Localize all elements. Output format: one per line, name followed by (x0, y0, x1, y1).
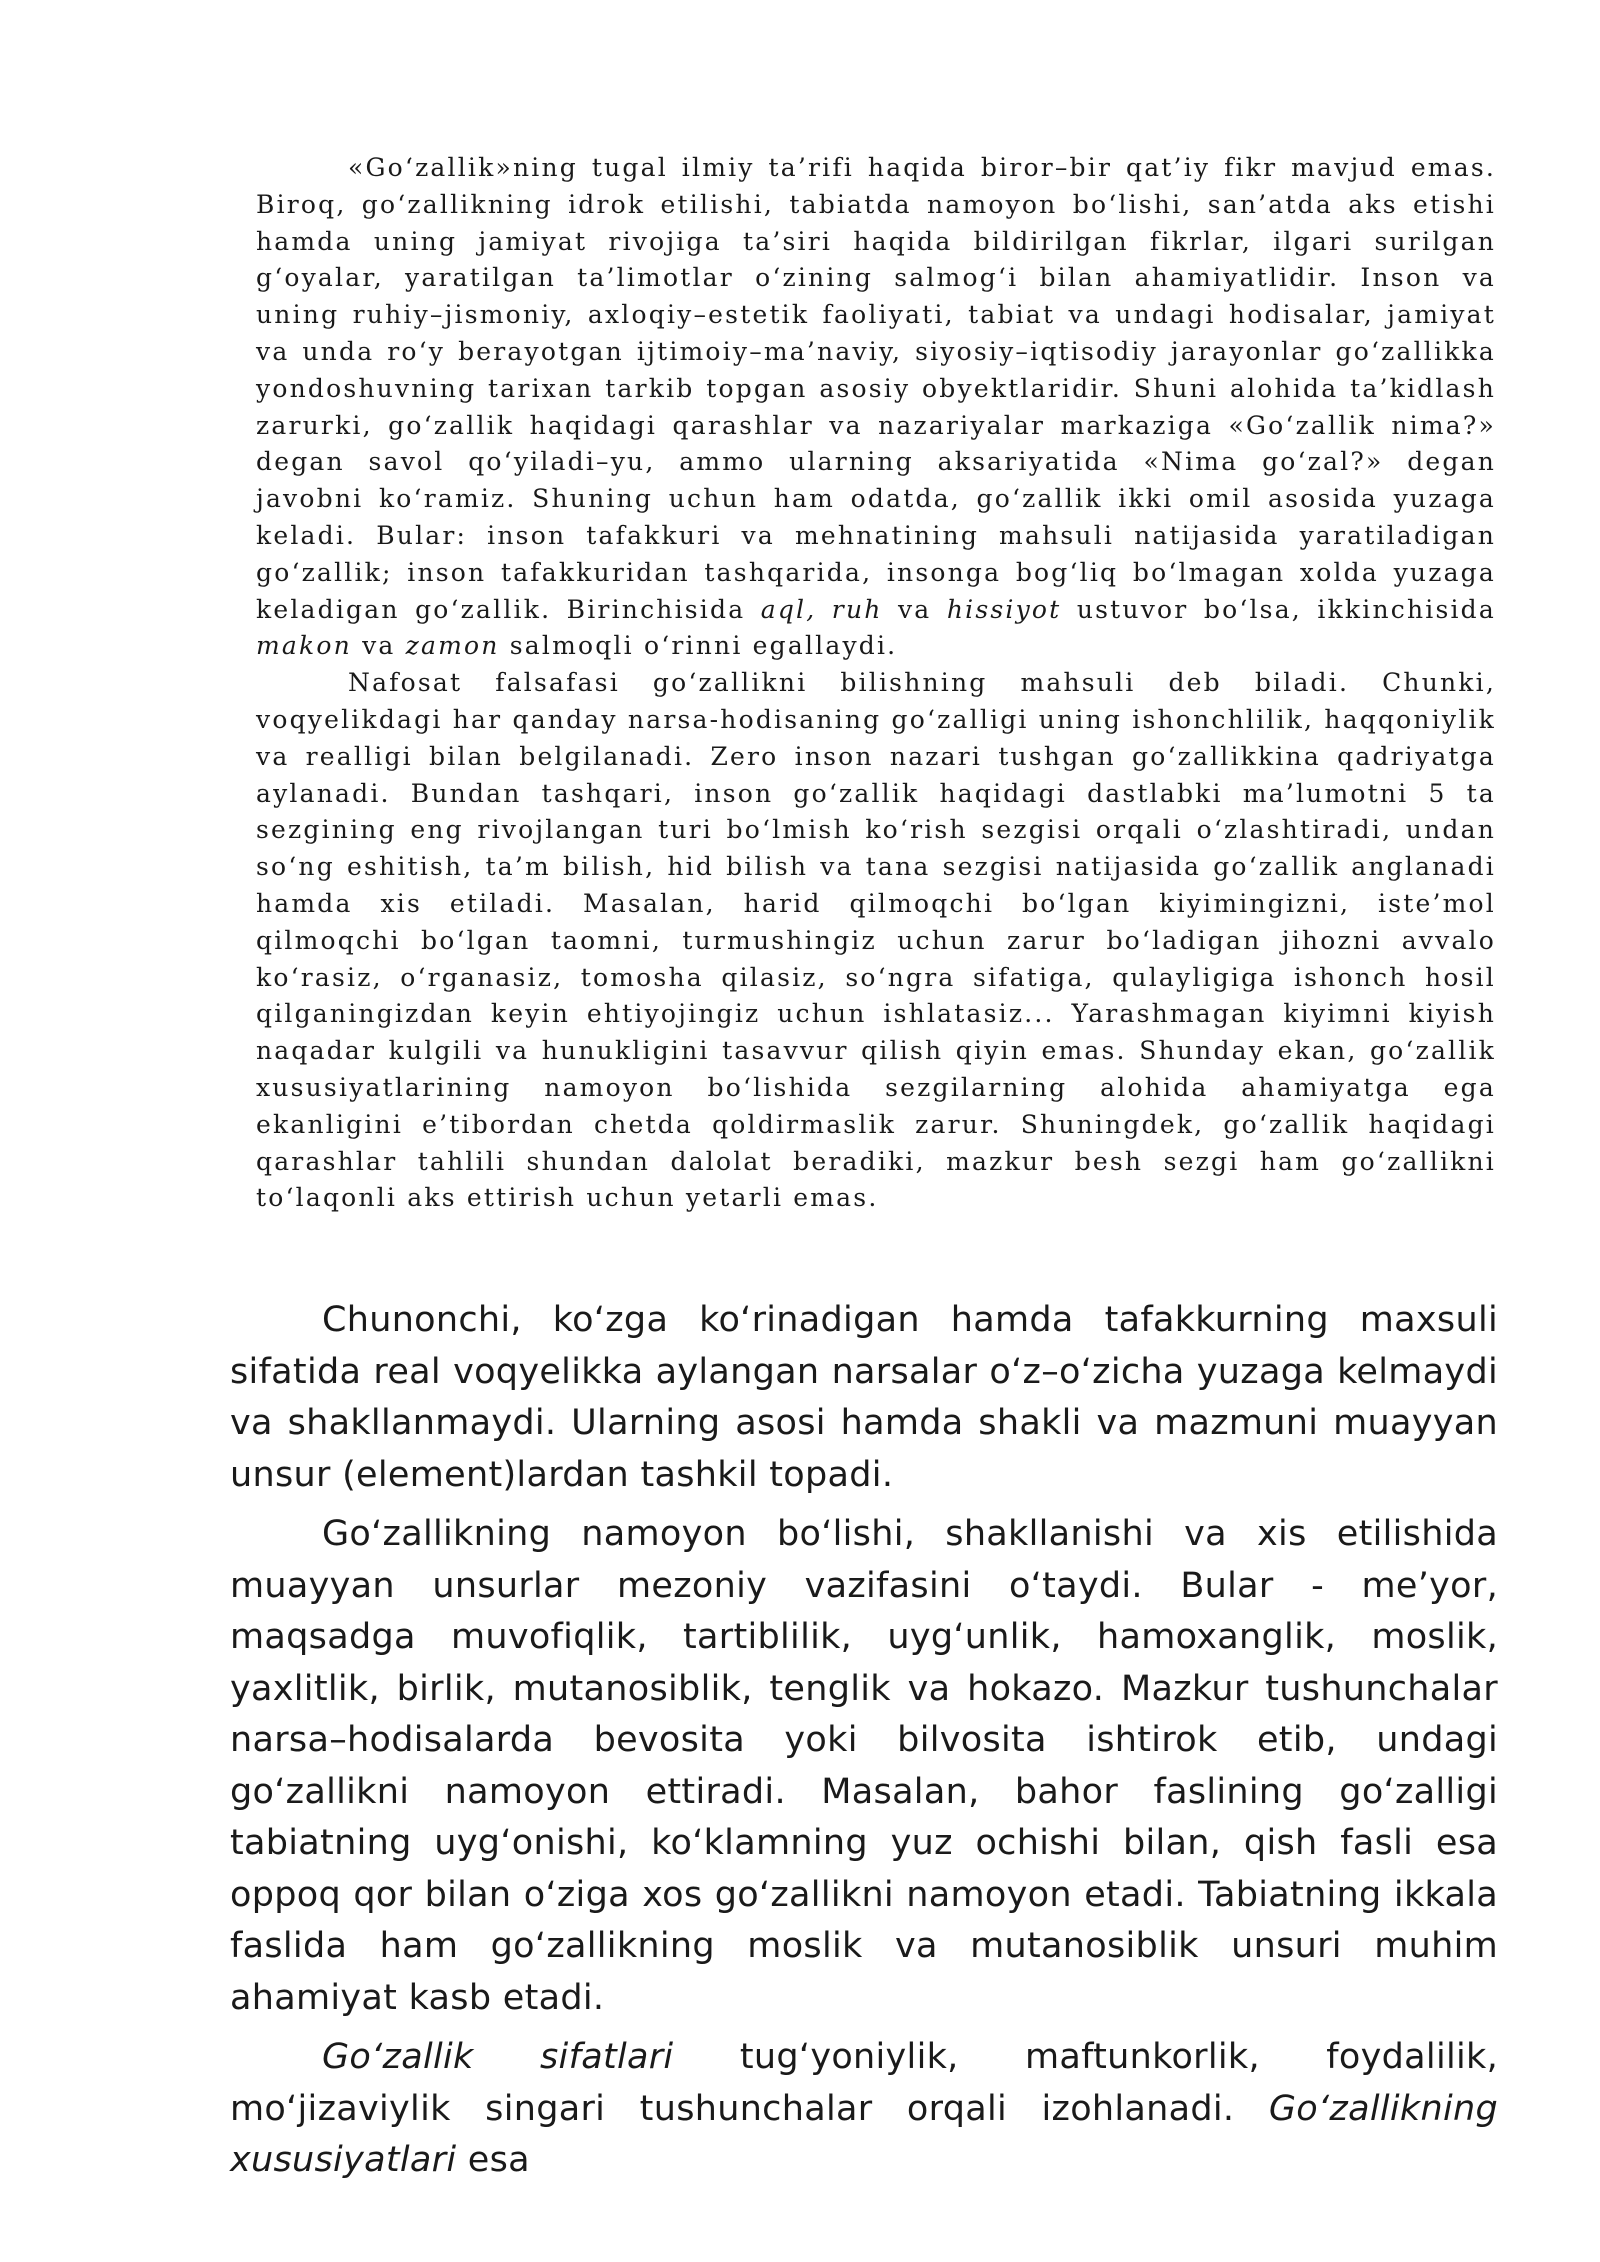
p1-text-a: «Go‘zallik»ning tugal ilmiy ta’rifi haqida biror–bir qat’iy fikr mavjud emas. Biroq, go‘zallikning idrok etilishi, tabiatda namoyon bo‘lishi, san’atda aks etishi hamda uning jamiyat rivojiga ta’siri haqida bildirilgan fikrlar, ilgari surilgan g‘oyalar, yaratilgan ta’limotlar o‘zining salmog‘i bilan ahamiyatlidir. Inson va uning ruhiy–jismoniy, axloqiy–estetik faoliyati, tabiat va undagi hodisalar, jamiyat va unda ro‘y berayotgan ijtimoiy–ma’naviy, siyosiy–iqtisodiy jarayonlar go‘zallikka yondoshuvning tarixan tarkib topgan asosiy obyektlaridir. Shuni alohida ta’kidlash zarurki, go‘zallik haqidagi qarashlar va nazariyalar markaziga «Go‘zallik nima?» degan savol qo‘yiladi–yu, ammo ularning aksariyatida «Nima go‘zal?» degan javobni ko‘ramiz. Shuning uchun ham odatda, go‘zallik ikki omil asosida yuzaga keladi. Bular: inson tafakkuri va mehnatining mahsuli natijasida yaratiladigan go‘zallik; inson tafakkuridan tashqarida, insonga bog‘liq bo‘lmagan xolda yuzaga keladigan go‘zallik. Birinchisida (256, 153, 1496, 624)
p1-italic-aql-ruh: aql, ruh (760, 594, 883, 624)
p1-text-e: salmoqli o‘rinni egallaydi. (499, 631, 898, 661)
p1-italic-hissiyot: hissiyot (946, 594, 1062, 624)
serif-text-block (256, 150, 1496, 1217)
p1-text-d: va (351, 631, 406, 661)
paragraph-3: Chunonchi, koʻzga koʻrinadigan hamda tafakkurning maxsuli sifatida real voqyelikka aylangan narsalar oʻz–oʻzicha yuzaga kelmaydi va shakllanmaydi. Ularning asosi hamda shakli va mazmuni muayyan unsur (element)lardan tashkil topadi. (230, 1300, 1498, 1495)
p5-text-a: tugʻyoniylik, maftunkorlik, foydalilik, moʻjizaviylik singari tushunchalar orqali izohlanadi. (230, 2037, 1499, 2129)
p1-italic-zamon: zamon (405, 631, 500, 661)
sans-text-block (230, 1295, 1498, 2195)
p1-text-c: ustuvor bo‘lsa, ikkinchisida (1061, 594, 1496, 624)
paragraph-2: Nafosat falsafasi go‘zallikni bilishning mahsuli deb biladi. Chunki, voqyelikdagi har qanday narsa-hodisaning go‘zalligi uning ishonchlilik, haqqoniylik va realligi bilan belgilanadi. Zero inson nazari tushgan go‘zallikkina qadriyatga aylanadi. Bundan tashqari, inson go‘zallik haqidagi dastlabki ma’lumotni 5 ta sezgining eng rivojlangan turi bo‘lmish ko‘rish sezgisi orqali o‘zlashtiradi, undan so‘ng eshitish, ta’m bilish, hid bilish va tana sezgisi natijasida go‘zallik anglanadi hamda xis etiladi. Masalan, harid qilmoqchi bo‘lgan kiyimingizni, iste’mol qilmoqchi bo‘lgan taomni, turmushingiz uchun zarur bo‘ladigan jihozni avvalo ko‘rasiz, o‘rganasiz, tomosha qilasiz, so‘ngra sifatiga, qulayligiga ishonch hosil qilganingizdan keyin ehtiyojingiz uchun ishlatasiz... Yarashmagan kiyimni kiyish naqadar kulgili va hunukligini tasavvur qilish qiyin emas. Shunday ekan, go‘zallik xususiyatlarining namoyon bo‘lishida sezgilarning alohida ahamiyatga ega ekanligini e’tibordan chetda qoldirmaslik zarur. Shuningdek, go‘zallik haqidagi qarashlar tahlili shundan dalolat beradiki, mazkur besh sezgi ham go‘zallikni to‘laqonli aks ettirish uchun yetarli emas. (256, 668, 1496, 1213)
paragraph-4: Goʻzallikning namoyon boʻlishi, shakllanishi va xis etilishida muayyan unsurlar mezoniy vazifasini oʻtaydi. Bular - meʼyor, maqsadga muvofiqlik, tartiblilik, uygʻunlik, hamoxanglik, moslik, yaxlitlik, birlik, mutanosiblik, tenglik va hokazo. Mazkur tushunchalar narsa–hodisalarda bevosita yoki bilvosita ishtirok etib, undagi goʻzallikni namoyon ettiradi. Masalan, bahor faslining goʻzalligi tabiatning uygʻonishi, koʻklamning yuz ochishi bilan, qish fasli esa oppoq qor bilan oʻziga xos goʻzallikni namoyon etadi. Tabiatning ikkala faslida ham goʻzallikning moslik va mutanosiblik unsuri muhim ahamiyat kasb etadi. (230, 1514, 1498, 2018)
p5-text-b: esa (456, 2140, 530, 2180)
p1-text-b: va (882, 594, 947, 624)
p5-italic-xususiyatlari: Goʻzallikning xususiyatlari (230, 2088, 1498, 2180)
paragraph-1 (256, 150, 1496, 665)
p5-italic-sifatlari: Goʻzallik sifatlari (322, 2037, 674, 2077)
p1-italic-makon: makon (256, 631, 352, 661)
paragraph-5 (230, 2032, 1498, 2187)
